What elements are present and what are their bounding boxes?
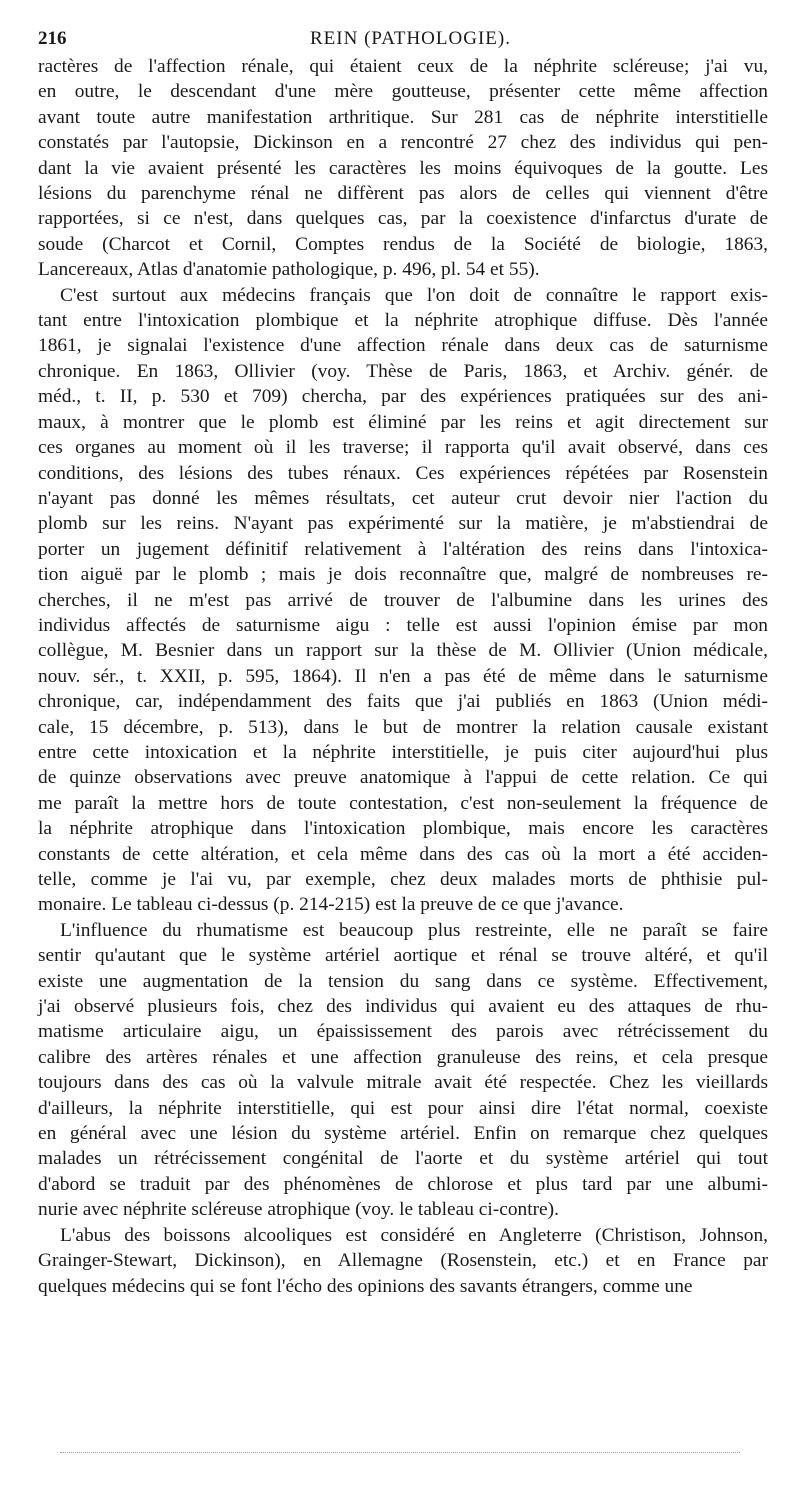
text-line: conditions, des lésions des tubes rénaux. Ces expériences répétées par Rosenstein [38, 462, 768, 484]
text-line: constants de cette altération, et cela même dans des cas où la mort a été acciden- [38, 843, 768, 865]
paragraph-3 [38, 918, 768, 1223]
text-line: en outre, le descendant d'une mère goutteuse, présenter cette même affection [38, 81, 768, 103]
text-line: tion aiguë par le plomb ; mais je dois reconnaître que, malgré de nombreuses re- [38, 564, 768, 586]
text-line: L'abus des boissons alcooliques est considéré en Angleterre (Christison, Johnson, [60, 1224, 768, 1246]
page-number: 216 [38, 28, 67, 49]
text-line: tant entre l'intoxication plombique et la néphrite atrophique diffuse. Dès l'année [38, 310, 768, 332]
text-line: maux, à montrer que le plomb est éliminé par les reins et agit directement sur [38, 411, 768, 433]
text-line: matisme articulaire aigu, un épaississement des parois avec rétrécissement du [38, 1021, 768, 1043]
text-line: toujours dans des cas où la valvule mitrale avait été respectée. Chez les vieillards [38, 1072, 768, 1094]
text-line: nurie avec néphrite scléreuse atrophique (voy. le tableau ci-contre). [38, 1199, 559, 1221]
body-text [38, 54, 768, 1299]
text-line: cherches, il ne m'est pas arrivé de trouver de l'albumine dans les urines des [38, 589, 768, 611]
text-line: Grainger-Stewart, Dickinson), en Allemagne (Rosenstein, etc.) et en France par [38, 1250, 768, 1272]
text-line: chronique, car, indépendamment des faits que j'ai publiés en 1863 (Union médi- [38, 691, 768, 713]
text-line: existe une augmentation de la tension du sang dans ce système. Effectivement, [38, 970, 768, 992]
running-head [38, 20, 768, 54]
footer-rule [60, 1452, 740, 1453]
text-line: 1861, je signalai l'existence d'une affection rénale dans deux cas de saturnisme [38, 335, 768, 357]
paragraph-2 [38, 283, 768, 918]
running-title: REIN (PATHOLOGIE). [310, 28, 511, 49]
text-line: ces organes au moment où il les traverse; il rapporta qu'il avait observé, dans ces [38, 437, 768, 459]
text-line: cale, 15 décembre, p. 513), dans le but de montrer la relation causale existant [38, 716, 768, 738]
text-line: j'ai observé plusieurs fois, chez des individus qui avaient eu des attaques de rhu- [38, 996, 768, 1018]
text-line: individus affectés de saturnisme aigu : telle est aussi l'opinion émise par mon [38, 614, 768, 636]
text-line: soude (Charcot et Cornil, Comptes rendus de la Société de biologie, 1863, [38, 233, 768, 255]
text-line: nouv. sér., t. XXII, p. 595, 1864). Il n'en a pas été de même dans le saturnisme [38, 665, 768, 687]
text-line: méd., t. II, p. 530 et 709) chercha, par des expériences pratiquées sur des ani- [38, 386, 768, 408]
page [38, 20, 768, 1299]
text-line: entre cette intoxication et la néphrite interstitielle, je puis citer aujourd'hui plus [38, 741, 768, 763]
text-line: quelques médecins qui se font l'écho des opinions des savants étrangers, comme une [38, 1275, 693, 1297]
text-line: de quinze observations avec preuve anatomique à l'appui de cette relation. Ce qui [38, 767, 768, 789]
text-line: ractères de l'affection rénale, qui étaient ceux de la néphrite scléreuse; j'ai vu, [38, 56, 768, 77]
text-line: monaire. Le tableau ci-dessus (p. 214-215) est la preuve de ce que j'avance. [38, 894, 624, 916]
text-line: plomb sur les reins. N'ayant pas expérimenté sur la matière, je m'abstiendrai de [38, 513, 768, 535]
text-line: collègue, M. Besnier dans un rapport sur la thèse de M. Ollivier (Union médicale, [38, 640, 768, 662]
text-line: avant toute autre manifestation arthritique. Sur 281 cas de néphrite interstitielle [38, 106, 768, 128]
text-line: constatés par l'autopsie, Dickinson en a rencontré 27 chez des individus qui pen- [38, 132, 768, 154]
text-line: Lancereaux, Atlas d'anatomie pathologique, p. 496, pl. 54 et 55). [38, 259, 540, 281]
text-line: la néphrite atrophique dans l'intoxication plombique, mais encore les caractères [38, 818, 768, 840]
text-line: sentir qu'autant que le système artériel aortique et rénal se trouve altéré, et qu'il [38, 945, 768, 967]
text-line: n'ayant pas donné les mêmes résultats, cet auteur crut devoir nier l'action du [38, 487, 768, 509]
text-line: lésions du parenchyme rénal ne diffèrent pas alors de celles qui viennent d'être [38, 183, 768, 205]
text-line: d'ailleurs, la néphrite interstitielle, qui est pour ainsi dire l'état normal, coexiste [38, 1097, 768, 1119]
text-line: dant la vie avaient présenté les caractères les moins équivoques de la goutte. Les [38, 157, 768, 179]
text-line: rapportées, si ce n'est, dans quelques cas, par la coexistence d'infarctus d'urate de [38, 208, 768, 230]
paragraph-4 [38, 1223, 768, 1299]
text-line: calibre des artères rénales et une affection granuleuse des reins, et cela presque [38, 1046, 768, 1068]
text-line: C'est surtout aux médecins français que l'on doit de connaître le rapport exis- [60, 284, 768, 306]
text-line: en général avec une lésion du système artériel. Enfin on remarque chez quelques [38, 1123, 768, 1145]
text-line: porter un jugement définitif relativement à l'altération des reins dans l'intoxica- [38, 538, 768, 560]
text-line: L'influence du rhumatisme est beaucoup plus restreinte, elle ne paraît se faire [60, 919, 768, 941]
text-line: me paraît la mettre hors de toute contestation, c'est non-seulement la fréquence de [38, 792, 768, 814]
text-line: chronique. En 1863, Ollivier (voy. Thèse de Paris, 1863, et Archiv. génér. de [38, 360, 768, 382]
paragraph-1 [38, 54, 768, 283]
text-line: telle, comme je l'ai vu, par exemple, chez deux malades morts de phthisie pul- [38, 869, 768, 890]
text-line: d'abord se traduit par des phénomènes de chlorose et plus tard par une albumi- [38, 1173, 768, 1195]
text-line: malades un rétrécissement congénital de l'aorte et du système artériel qui tout [38, 1148, 768, 1170]
